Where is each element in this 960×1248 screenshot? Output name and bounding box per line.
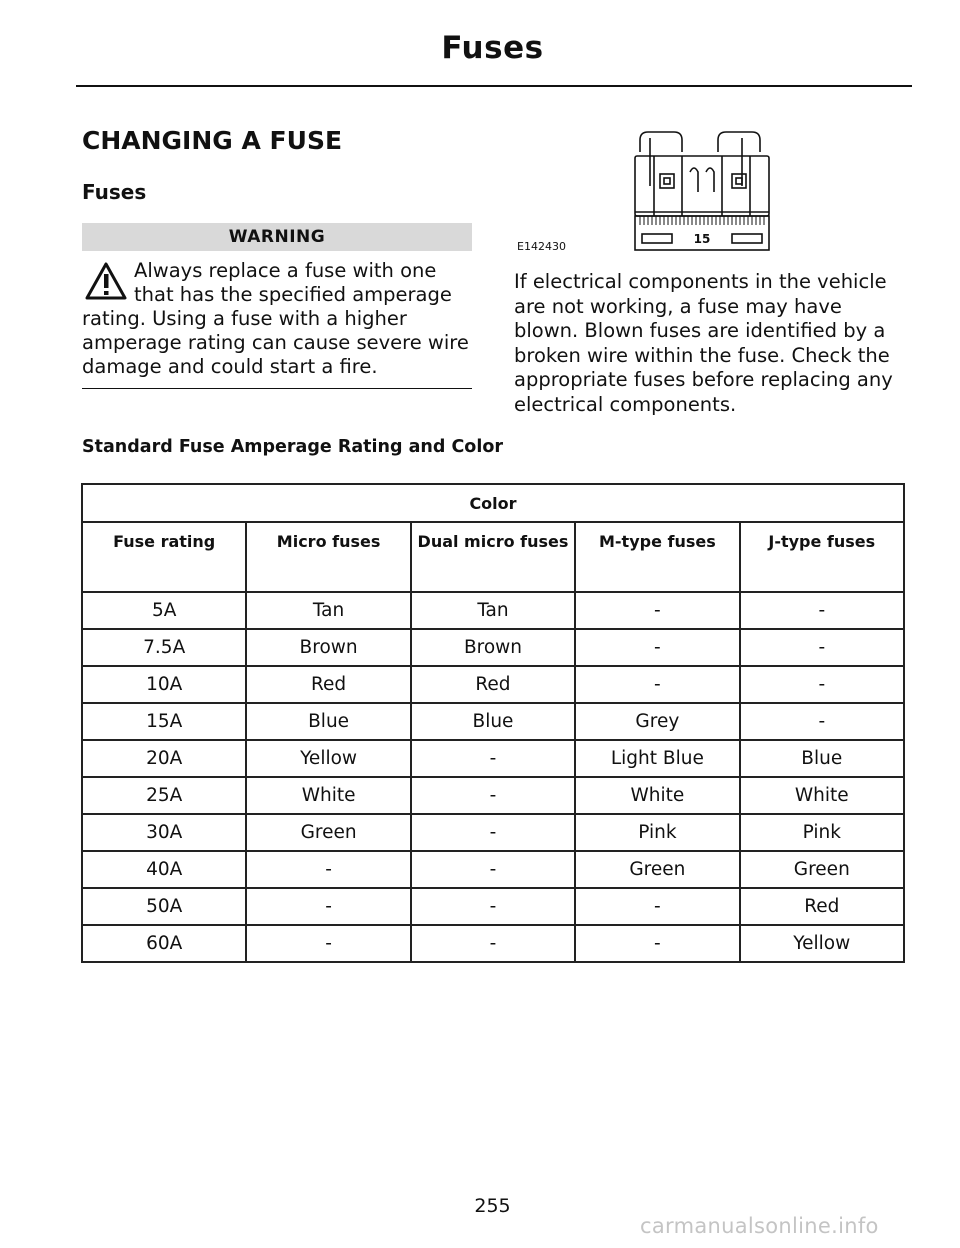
- table-cell: -: [575, 592, 739, 629]
- table-row: [82, 629, 904, 666]
- table-cell: Brown: [246, 629, 410, 666]
- subsection-title: Fuses: [82, 180, 147, 204]
- column-header: Fuse rating: [82, 522, 246, 592]
- table-row: [82, 592, 904, 629]
- table-row: [82, 703, 904, 740]
- table-cell: White: [575, 777, 739, 814]
- table-cell: 20A: [82, 740, 246, 777]
- table-cell: Blue: [411, 703, 575, 740]
- table-cell: -: [411, 851, 575, 888]
- fuse-diagram: [514, 126, 778, 258]
- table-cell: Pink: [740, 814, 904, 851]
- table-cell: Blue: [246, 703, 410, 740]
- table-column-header-row: [82, 522, 904, 592]
- table-cell: 25A: [82, 777, 246, 814]
- table-row: [82, 740, 904, 777]
- table-cell: Green: [575, 851, 739, 888]
- table-cell: -: [411, 814, 575, 851]
- table-row: [82, 888, 904, 925]
- table-cell: Grey: [575, 703, 739, 740]
- table-cell: -: [411, 777, 575, 814]
- figure-label: E142430: [517, 240, 566, 253]
- table-row: [82, 851, 904, 888]
- warning-divider: [82, 388, 472, 389]
- table-cell: 30A: [82, 814, 246, 851]
- table-cell: Green: [246, 814, 410, 851]
- table-cell: -: [575, 629, 739, 666]
- table-cell: Yellow: [740, 925, 904, 962]
- table-row: [82, 777, 904, 814]
- table-cell: -: [740, 592, 904, 629]
- column-header: M-type fuses: [575, 522, 739, 592]
- table-cell: -: [575, 888, 739, 925]
- table-cell: White: [246, 777, 410, 814]
- table-cell: -: [740, 666, 904, 703]
- table-cell: Brown: [411, 629, 575, 666]
- table-cell: Red: [740, 888, 904, 925]
- table-cell: -: [575, 925, 739, 962]
- warning-heading: WARNING: [82, 223, 472, 251]
- table-cell: -: [411, 740, 575, 777]
- table-cell: -: [246, 851, 410, 888]
- table-row: [82, 666, 904, 703]
- table-cell: Green: [740, 851, 904, 888]
- table-cell: 10A: [82, 666, 246, 703]
- table-cell: Red: [246, 666, 410, 703]
- table-cell: Tan: [246, 592, 410, 629]
- table-cell: -: [246, 888, 410, 925]
- header-divider: [76, 85, 912, 87]
- table-cell: Pink: [575, 814, 739, 851]
- table-row: [82, 814, 904, 851]
- table-cell: 15A: [82, 703, 246, 740]
- table-cell: 5A: [82, 592, 246, 629]
- table-cell: Light Blue: [575, 740, 739, 777]
- table-cell: 40A: [82, 851, 246, 888]
- watermark: carmanualsonline.info: [640, 1214, 879, 1238]
- warning-text: Always replace a fuse with one that has the specified amperage rating. Using a fuse with a higher amperage rating can cause severe wire damage and could start a fire.: [82, 259, 469, 378]
- table-cell: -: [740, 629, 904, 666]
- table-cell: Yellow: [246, 740, 410, 777]
- table-cell: -: [411, 925, 575, 962]
- table-cell: -: [575, 666, 739, 703]
- table-group-header-row: [82, 484, 904, 522]
- table-row: [82, 925, 904, 962]
- section-title: CHANGING A FUSE: [82, 126, 343, 155]
- page-header-title: Fuses: [441, 30, 544, 66]
- table-cell: White: [740, 777, 904, 814]
- table-cell: -: [246, 925, 410, 962]
- column-header: Dual micro fuses: [411, 522, 575, 592]
- fuse-number-label: 15: [693, 232, 711, 246]
- fuse-color-table: [81, 483, 905, 963]
- table-cell: 7.5A: [82, 629, 246, 666]
- table-cell: -: [411, 888, 575, 925]
- warning-text-block: [82, 259, 474, 379]
- table-cell: -: [740, 703, 904, 740]
- table-cell: Blue: [740, 740, 904, 777]
- table-cell: Tan: [411, 592, 575, 629]
- body-paragraph: If electrical components in the vehicle are not working, a fuse may have blown. Blown fuses are identified by a broken wire within the fuse. Check the appropriate fuses before replacing any electrical components.: [514, 270, 893, 416]
- table-cell: 60A: [82, 925, 246, 962]
- table-group-header: Color: [82, 484, 904, 522]
- page-number: 255: [474, 1195, 511, 1217]
- table-cell: Red: [411, 666, 575, 703]
- column-header: Micro fuses: [246, 522, 410, 592]
- table-cell: 50A: [82, 888, 246, 925]
- column-header: J-type fuses: [740, 522, 904, 592]
- table-title: Standard Fuse Amperage Rating and Color: [82, 437, 503, 457]
